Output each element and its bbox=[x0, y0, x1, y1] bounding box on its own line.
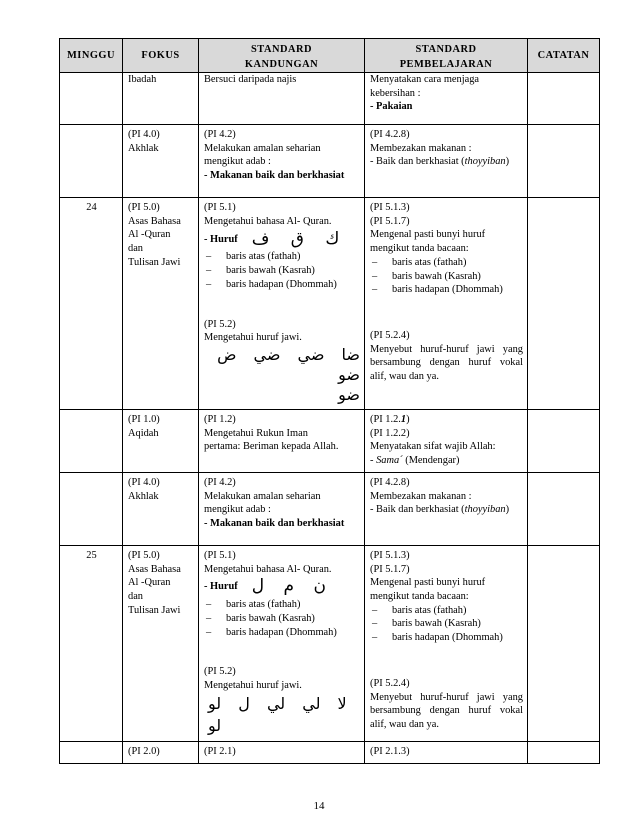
sp-paragraph: Menyebut huruf-huruf jawi yang bersambung dengan huruf vokal alif, wau dan ya. bbox=[370, 691, 523, 730]
sp-line: mengikut tanda bacaan: bbox=[370, 591, 469, 603]
sk-line: - Makanan baik dan berkhasiat bbox=[204, 518, 345, 530]
cell-minggu bbox=[60, 125, 123, 198]
sp-line bbox=[370, 503, 523, 517]
cell-standard-pembelajaran bbox=[365, 545, 528, 741]
cell-catatan bbox=[528, 741, 600, 763]
jawi-letters: ضو bbox=[338, 384, 360, 404]
sp-text: - Baik dan berkhasiat ( bbox=[370, 504, 465, 516]
cell-fokus bbox=[123, 472, 199, 545]
sp-line bbox=[370, 155, 523, 169]
table-row bbox=[60, 741, 600, 763]
sk-line: (PI 5.2) bbox=[204, 666, 236, 678]
dash-item: – baris bawah (Kasrah) bbox=[204, 264, 360, 278]
fokus-text: Ibadah bbox=[128, 74, 157, 85]
cell-catatan bbox=[528, 73, 600, 125]
sk-line: Melakukan amalan seharian bbox=[204, 142, 321, 154]
huruf-line bbox=[204, 576, 360, 598]
fokus-line: Akhlak bbox=[128, 490, 159, 502]
cell-standard-kandungan bbox=[199, 198, 365, 410]
jawi-letters: ضا ضي ضي ض ضو bbox=[217, 344, 360, 384]
sp-line: - Pakaian bbox=[370, 101, 413, 113]
cell-minggu bbox=[60, 472, 123, 545]
sp-text: (Mendengar) bbox=[405, 455, 460, 467]
header-kandungan-line2: KANDUNGAN bbox=[244, 59, 319, 70]
fokus-text: (PI 2.0) bbox=[128, 745, 160, 757]
sk-line: (PI 5.1) bbox=[204, 549, 236, 561]
sp-text: (PI 2.1.3) bbox=[370, 745, 410, 757]
table-row bbox=[60, 409, 600, 472]
sp-line: Menyatakan cara menjaga bbox=[370, 74, 480, 85]
table-row bbox=[60, 73, 600, 125]
sp-italic: thoyyiban bbox=[464, 156, 506, 168]
sk-line: Mengetahui bahasa Al- Quran. bbox=[204, 215, 332, 227]
dash-item: – baris hadapan (Dhommah) bbox=[204, 626, 360, 640]
header-row bbox=[60, 39, 600, 73]
dash-item: – baris bawah (Kasrah) bbox=[370, 617, 523, 631]
dash-item: – baris hadapan (Dhommah) bbox=[204, 278, 360, 292]
header-catatan: CATATAN bbox=[528, 39, 600, 73]
cell-fokus bbox=[123, 545, 199, 741]
dash-item: – baris atas (fathah) bbox=[204, 598, 360, 612]
sp-text: - bbox=[370, 455, 377, 467]
fokus-line: (PI 4.0) bbox=[128, 476, 160, 488]
sk-text: Bersuci daripada najis bbox=[204, 74, 297, 85]
sp-line: (PI 5.1.3) bbox=[370, 549, 410, 561]
cell-catatan bbox=[528, 198, 600, 410]
huruf-label: - Huruf bbox=[204, 581, 238, 593]
cell-fokus bbox=[123, 125, 199, 198]
fokus-line: Aqidah bbox=[128, 427, 159, 439]
header-fokus: FOKUS bbox=[123, 39, 199, 73]
table-row bbox=[60, 125, 600, 198]
cell-standard-pembelajaran bbox=[365, 409, 528, 472]
sk-line: mengikut adab : bbox=[204, 156, 271, 168]
sp-line: (PI 4.2.8) bbox=[370, 476, 410, 488]
sp-text: ) bbox=[505, 156, 510, 168]
sp-line: (PI 5.1.7) bbox=[370, 215, 410, 227]
sp-line: (PI 1.2.2) bbox=[370, 427, 410, 439]
fokus-line: (PI 4.0) bbox=[128, 129, 160, 140]
cell-catatan bbox=[528, 472, 600, 545]
cell-minggu bbox=[60, 409, 123, 472]
sp-text: ) bbox=[505, 504, 510, 516]
fokus-line: Asas Bahasa bbox=[128, 215, 181, 227]
header-minggu: MINGGU bbox=[60, 39, 123, 73]
sp-bold: 1 bbox=[400, 413, 407, 425]
sk-text: (PI 2.1) bbox=[204, 745, 236, 757]
fokus-line: dan bbox=[128, 243, 144, 255]
page-number: 14 bbox=[313, 800, 325, 812]
sp-italic: thoyyiban bbox=[464, 504, 506, 516]
cell-catatan bbox=[528, 545, 600, 741]
huruf-line bbox=[204, 228, 360, 250]
header-standard-kandungan bbox=[199, 39, 365, 73]
sk-line: (PI 1.2) bbox=[204, 413, 236, 425]
cell-fokus bbox=[123, 409, 199, 472]
sp-line: mengikut tanda bacaan: bbox=[370, 243, 469, 255]
dash-item: – baris hadapan (Dhommah) bbox=[370, 631, 523, 645]
sk-line: mengikut adab : bbox=[204, 504, 271, 516]
cell-minggu bbox=[60, 545, 123, 741]
sk-line: (PI 4.2) bbox=[204, 476, 236, 488]
arabic-letters: ن م ل bbox=[251, 576, 326, 597]
sp-line: Membezakan makanan : bbox=[370, 142, 472, 154]
sk-line: Melakukan amalan seharian bbox=[204, 490, 321, 502]
cell-standard-pembelajaran bbox=[365, 125, 528, 198]
cell-minggu bbox=[60, 73, 123, 125]
sp-line: Mengenal pasti bunyi huruf bbox=[370, 229, 486, 241]
header-pembelajaran-line2: PEMBELAJARAN bbox=[399, 59, 493, 70]
header-kandungan-line1: STANDARD bbox=[251, 44, 312, 55]
sp-line: (PI 5.2.4) bbox=[370, 677, 410, 689]
sp-text: (PI 1.2. bbox=[370, 413, 401, 425]
table-row bbox=[60, 198, 600, 410]
sp-line: (PI 5.1.3) bbox=[370, 202, 410, 213]
arabic-letters: ك ق ف bbox=[251, 228, 340, 249]
cell-standard-pembelajaran bbox=[365, 198, 528, 410]
minggu-number: 25 bbox=[86, 549, 97, 561]
sp-line: kebersihan : bbox=[370, 87, 421, 99]
fokus-line: (PI 5.0) bbox=[128, 202, 160, 213]
fokus-line: (PI 5.0) bbox=[128, 549, 160, 561]
fokus-line: Tulisan Jawi bbox=[128, 604, 181, 616]
cell-standard-kandungan bbox=[199, 125, 365, 198]
dash-item: – baris atas (fathah) bbox=[370, 256, 523, 270]
dash-item: – baris bawah (Kasrah) bbox=[204, 612, 360, 626]
cell-fokus bbox=[123, 198, 199, 410]
sk-line: pertama: Beriman kepada Allah. bbox=[204, 441, 339, 453]
cell-standard-kandungan bbox=[199, 545, 365, 741]
sp-text: ) bbox=[406, 413, 410, 425]
sp-italic: Sama´ bbox=[376, 455, 403, 467]
sp-paragraph: Menyebut huruf-huruf jawi yang bersambung dengan huruf vokal alif, wau dan ya. bbox=[370, 343, 523, 383]
cell-catatan bbox=[528, 409, 600, 472]
header-pembelajaran-line1: STANDARD bbox=[415, 44, 477, 55]
fokus-line: Akhlak bbox=[128, 142, 159, 154]
rpt-table bbox=[59, 38, 600, 764]
cell-fokus bbox=[123, 73, 199, 125]
cell-catatan bbox=[528, 125, 600, 198]
dash-item: – baris bawah (Kasrah) bbox=[370, 270, 523, 284]
sp-line bbox=[370, 454, 523, 468]
sp-line: Menyatakan sifat wajib Allah: bbox=[370, 441, 496, 453]
sk-line: Mengetahui bahasa Al- Quran. bbox=[204, 563, 332, 575]
fokus-line: (PI 1.0) bbox=[128, 413, 160, 425]
huruf-label: - Huruf bbox=[204, 233, 238, 245]
sp-line: Membezakan makanan : bbox=[370, 490, 472, 502]
sp-line: Mengenal pasti bunyi huruf bbox=[370, 577, 486, 589]
cell-fokus bbox=[123, 741, 199, 763]
fokus-line: Al -Quran bbox=[128, 229, 171, 241]
cell-standard-pembelajaran bbox=[365, 472, 528, 545]
sk-line: (PI 5.1) bbox=[204, 202, 236, 213]
table-row bbox=[60, 545, 600, 741]
cell-standard-kandungan bbox=[199, 741, 365, 763]
header-standard-pembelajaran bbox=[365, 39, 528, 73]
dash-item: – baris atas (fathah) bbox=[204, 250, 360, 264]
cell-standard-kandungan bbox=[199, 73, 365, 125]
minggu-number: 24 bbox=[86, 202, 97, 213]
jawi-letters: لا لي لي ل لو لو bbox=[208, 693, 347, 735]
sk-line: Mengetahui Rukun Iman bbox=[204, 427, 308, 439]
cell-standard-kandungan bbox=[199, 409, 365, 472]
sk-line: - Makanan baik dan berkhasiat bbox=[204, 170, 345, 182]
cell-standard-pembelajaran bbox=[365, 73, 528, 125]
sp-text: - Baik dan berkhasiat ( bbox=[370, 156, 465, 168]
fokus-line: Tulisan Jawi bbox=[128, 256, 181, 268]
fokus-line: Asas Bahasa bbox=[128, 563, 181, 575]
fokus-line: Al -Quran bbox=[128, 577, 171, 589]
sk-line: Mengetahui huruf jawi. bbox=[204, 332, 302, 344]
sp-line: (PI 5.2.4) bbox=[370, 329, 410, 341]
cell-standard-kandungan bbox=[199, 472, 365, 545]
sp-line: (PI 4.2.8) bbox=[370, 129, 410, 140]
sp-line: (PI 5.1.7) bbox=[370, 563, 410, 575]
sk-line: (PI 4.2) bbox=[204, 129, 236, 140]
dash-item: – baris atas (fathah) bbox=[370, 604, 523, 618]
cell-minggu bbox=[60, 198, 123, 410]
sk-line: (PI 5.2) bbox=[204, 318, 236, 330]
cell-standard-pembelajaran bbox=[365, 741, 528, 763]
fokus-line: dan bbox=[128, 591, 144, 603]
cell-minggu bbox=[60, 741, 123, 763]
table-row bbox=[60, 472, 600, 545]
sp-line bbox=[370, 413, 523, 427]
dash-item: – baris hadapan (Dhommah) bbox=[370, 283, 523, 297]
sk-line: Mengetahui huruf jawi. bbox=[204, 680, 302, 692]
